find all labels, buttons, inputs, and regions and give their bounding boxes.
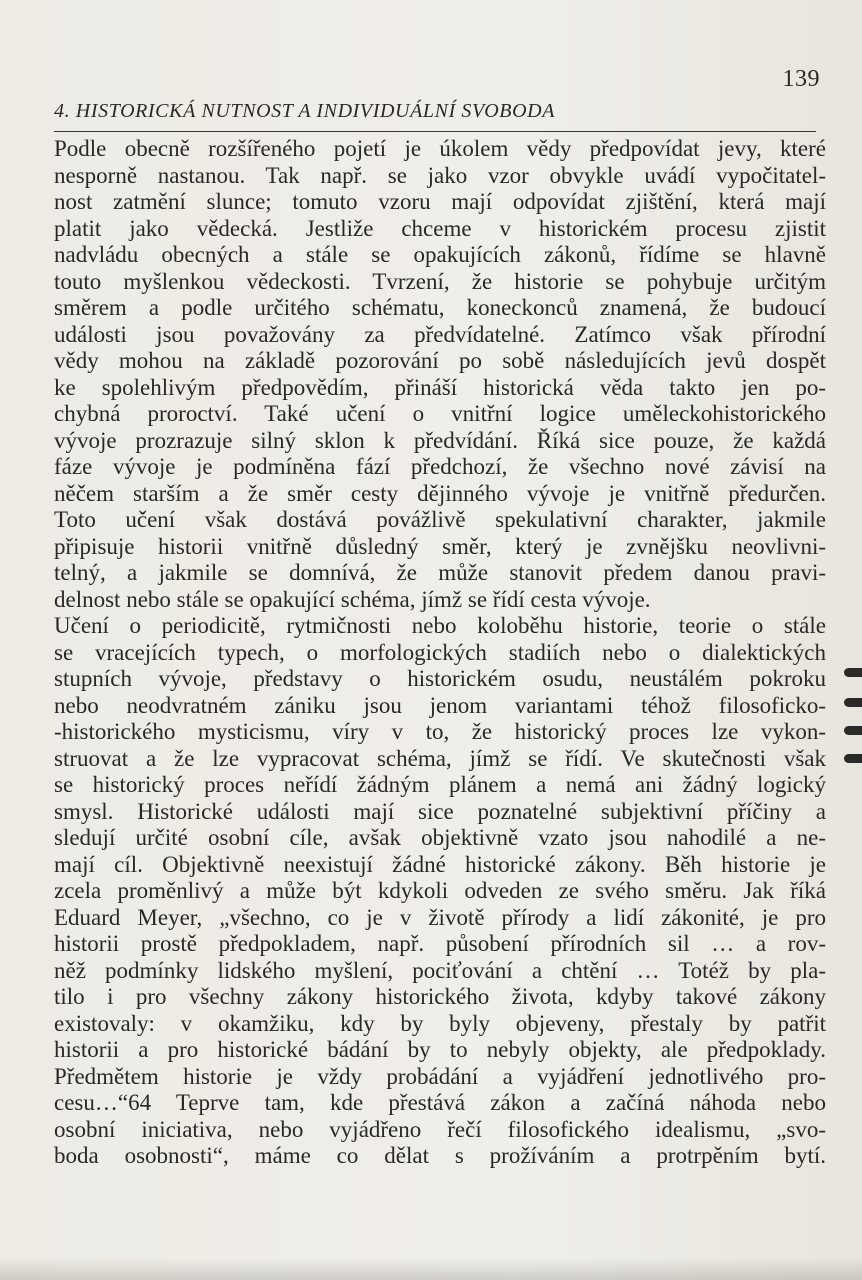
text-line: historii prostě předpokladem, např. působení přírodních sil … a rov- <box>54 931 826 956</box>
text-line: delnost nebo stále se opakující schéma, jímž se řídí cesta vývoje. <box>54 586 651 612</box>
text-line: historii a pro historické bádání by to nebyly objekty, ale předpoklady. <box>54 1037 826 1062</box>
text-line: smysl. Historické události mají sice poznatelné subjektivní příčiny a <box>54 798 826 824</box>
text-line: chybná proroctví. Také učení o vnitřní logice uměleckohistorického <box>54 401 826 426</box>
text-line: se vracejících typech, o morfologických stadiích nebo o dialektických <box>54 639 826 665</box>
binder-ring-icon <box>844 668 862 677</box>
binder-ring-icon <box>844 754 862 763</box>
binder-rings <box>842 668 862 778</box>
text-line: boda osobnosti“, máme co dělat s prožíváním a protrpěním bytí. <box>54 1143 826 1168</box>
text-line: zcela proměnlivý a může být kdykoli odveden ze svého směru. Jak říká <box>54 878 826 903</box>
text-line: nebo neodvratném zániku jsou jenom variantami téhož filosoficko- <box>54 692 826 718</box>
text-line: fáze vývoje je podmíněna fází předchozí, že všechno nové závisí na <box>54 454 826 479</box>
text-line: cesu…“64 Teprve tam, kde přestává zákon a začíná náhoda nebo <box>54 1090 826 1115</box>
page-number: 139 <box>782 66 820 92</box>
text-line: tilo i pro všechny zákony historického života, kdyby takové zákony <box>54 984 826 1009</box>
text-line: nadvládu obecných a stále se opakujících zákonů, řídíme se hlavně <box>54 242 826 267</box>
text-line: mají cíl. Objektivně neexistují žádné historické zákony. Běh historie je <box>54 851 826 877</box>
text-line: existovaly: v okamžiku, kdy by byly objeveny, přestaly by patřit <box>54 1010 826 1036</box>
text-line: nost zatmění slunce; tomuto vzoru mají odpovídat zjištění, která mají <box>54 189 826 214</box>
text-line: vědy mohou na základě pozorování po sobě následujících jevů dospět <box>54 348 826 373</box>
text-line: Toto učení však dostává povážlivě spekulativní charakter, jakmile <box>54 507 826 532</box>
text-line: -historického mysticismu, víry v to, že historický proces lze vykon- <box>54 719 826 744</box>
text-line: touto myšlenkou vědeckosti. Tvrzení, že historie se pohybuje určitým <box>54 268 826 294</box>
text-line: ke spolehlivým předpovědím, přináší historická věda takto jen po- <box>54 374 826 400</box>
body-text <box>54 136 826 1170</box>
text-line: události jsou považovány za předvídatelné. Zatímco však přírodní <box>54 321 826 347</box>
running-head: 4. HISTORICKÁ NUTNOST A INDIVIDUÁLNÍ SVOBODA <box>54 100 556 122</box>
text-line: stupních vývoje, představy o historickém osudu, neustálém pokroku <box>54 666 826 691</box>
binder-ring-icon <box>844 698 862 707</box>
text-line: Učení o periodicitě, rytmičnosti nebo koloběhu historie, teorie o stále <box>54 613 826 638</box>
text-line: vývoje prozrazuje silný sklon k předvídání. Říká sice pouze, že každá <box>54 427 826 453</box>
text-line: směrem a podle určitého schématu, koneckonců znamená, že budoucí <box>54 295 826 320</box>
bottom-page-shadow <box>0 1258 862 1280</box>
text-line: struovat a že lze vypracovat schéma, jímž se řídí. Ve skutečnosti však <box>54 745 826 771</box>
text-line: Eduard Meyer, „všechno, co je v životě přírody a lidí zákonité, je pro <box>54 904 826 930</box>
text-line: nesporně nastanou. Tak např. se jako vzor obvykle uvádí vypočitatel- <box>54 162 826 188</box>
text-line: osobní iniciativa, nebo vyjádřeno řečí filosofického idealismu, „svo- <box>54 1116 826 1142</box>
text-line: Předmětem historie je vždy probádání a vyjádření jednotlivého pro- <box>54 1063 826 1089</box>
text-line: připisuje historii vnitřně důsledný směr, který je zvnějšku neovlivni- <box>54 533 826 559</box>
text-line: Podle obecně rozšířeného pojetí je úkolem vědy předpovídat jevy, které <box>54 136 826 161</box>
text-line: něčem starším a že směr cesty dějinného vývoje je vnitřně předurčen. <box>54 480 826 506</box>
text-line: telný, a jakmile se domnívá, že může stanovit předem danou pravi- <box>54 560 826 585</box>
text-line: sledují určité osobní cíle, avšak objektivně vzato jsou nahodilé a ne- <box>54 825 826 850</box>
text-line: se historický proces neřídí žádným plánem a nemá ani žádný logický <box>54 772 826 797</box>
header-rule <box>54 131 816 132</box>
text-line: platit jako vědecká. Jestliže chceme v historickém procesu zjistit <box>54 215 826 241</box>
text-line: něž podmínky lidského myšlení, pociťování a chtění … Totéž by pla- <box>54 957 826 983</box>
binder-ring-icon <box>844 726 862 735</box>
